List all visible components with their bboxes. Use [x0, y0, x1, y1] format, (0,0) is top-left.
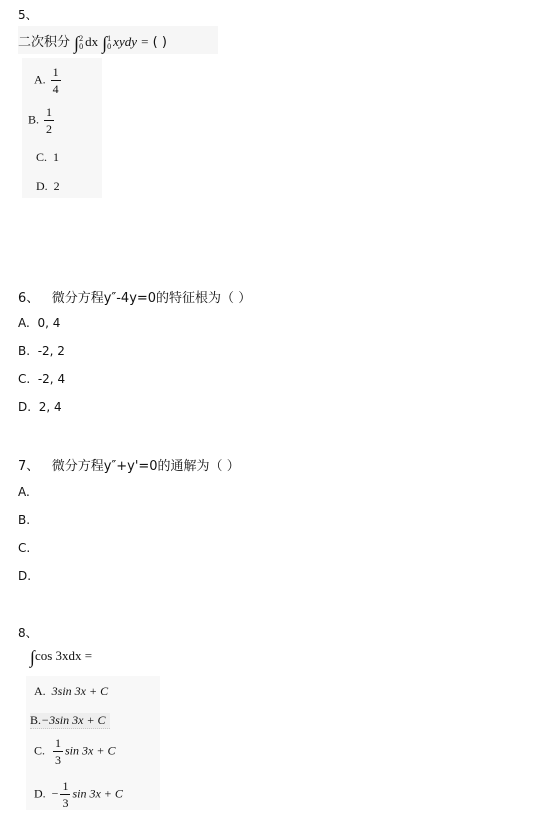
- q7-number: 7、: [18, 459, 40, 474]
- q5-option-c: C. 1: [36, 150, 60, 164]
- q5-int1-var: dx: [85, 34, 99, 49]
- q8-option-a: A. 3sin 3x + C: [34, 684, 109, 698]
- q6-stem: 微分方程y″-4y=0的特征根为（ ）: [51, 291, 252, 306]
- q5-option-b: B. $\frac{1}{2}$: [28, 105, 53, 136]
- q5-option-a: A. $\frac{1}{4}$: [34, 65, 59, 96]
- q7-option-c: C.: [18, 541, 31, 555]
- q5-int2-limits: 1 0: [107, 33, 112, 51]
- q7-stem: 微分方程y″+y'=0的通解为（ ）: [51, 459, 240, 474]
- integral-sign-icon: ∫: [102, 33, 108, 53]
- q8-option-d: D. − $\frac{1}{3}$ sin 3x + C: [34, 779, 123, 810]
- q6-number: 6、: [18, 291, 40, 306]
- fraction: $\frac{1}{3}$: [55, 736, 62, 767]
- q8-option-b: B.−3sin 3x + C: [30, 713, 110, 729]
- q5-option-d: D. 2: [36, 179, 60, 193]
- fraction: $\frac{1}{3}$: [62, 779, 69, 810]
- q8-stem: [30, 647, 92, 668]
- q6-stem-line: [18, 287, 251, 306]
- q6-option-c: C. -2, 4: [18, 372, 66, 386]
- q7-option-a: A.: [18, 485, 30, 499]
- q5-integrand: xydy: [113, 34, 137, 49]
- q5-stem: [18, 31, 167, 54]
- q5-answer-paren: ( ): [152, 35, 167, 50]
- fraction: $\frac{1}{2}$: [46, 105, 53, 136]
- q8-number: 8、: [18, 626, 38, 640]
- q6-option-d: D. 2, 4: [18, 400, 62, 414]
- q8-integrand: cos 3xdx =: [34, 648, 93, 663]
- q6-option-a: A. 0, 4: [18, 316, 61, 330]
- q7-option-b: B.: [18, 513, 31, 527]
- q6-option-b: B. -2, 2: [18, 344, 65, 358]
- integral-sign-icon: ∫: [74, 33, 80, 53]
- fraction: $\frac{1}{4}$: [52, 65, 59, 96]
- q7-option-d: D.: [18, 569, 32, 583]
- q5-int1-limits: 2 0: [79, 33, 84, 51]
- q5-equals: =: [141, 34, 149, 49]
- q8-option-c: C. $\frac{1}{3}$ sin 3x + C: [34, 736, 116, 767]
- q5-number: 5、: [18, 8, 38, 22]
- q5-stem-text: 二次积分: [18, 35, 71, 50]
- integral-sign-icon: ∫: [30, 647, 35, 667]
- q7-stem-line: [18, 455, 240, 474]
